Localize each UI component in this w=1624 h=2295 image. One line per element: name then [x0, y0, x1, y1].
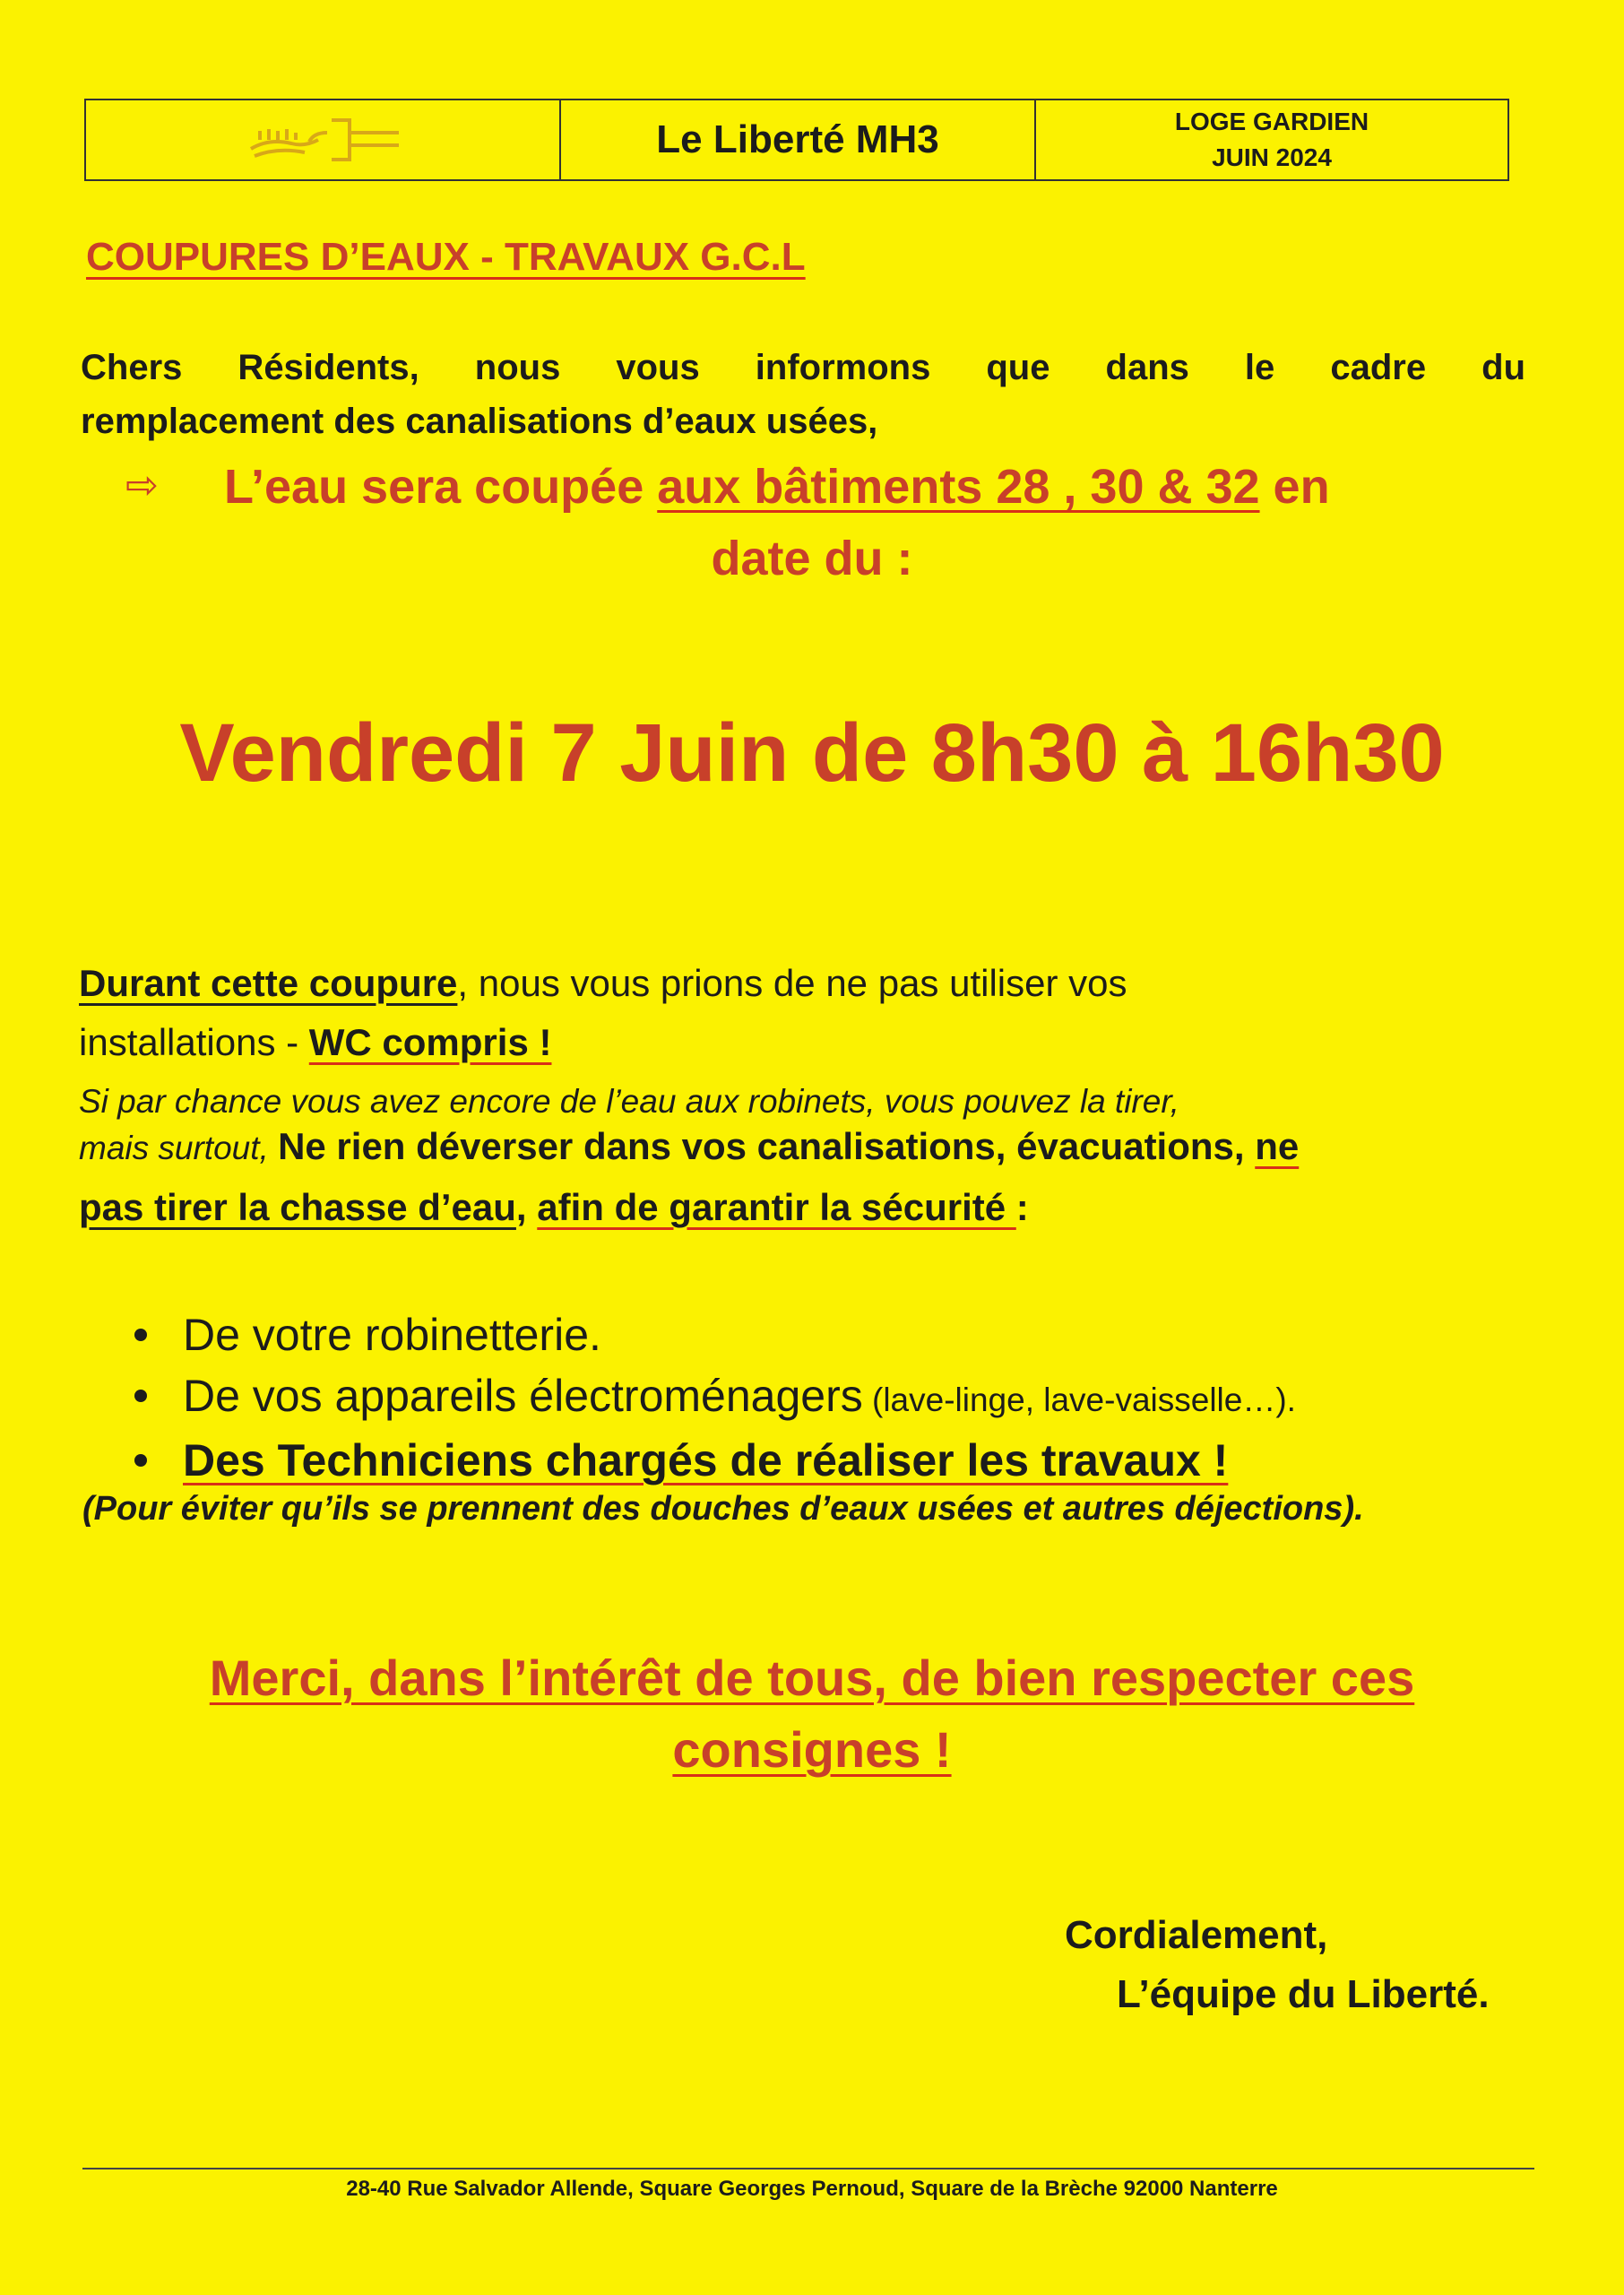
- cut-date-time: Vendredi 7 Juin de 8h30 à 16h30: [179, 707, 1445, 799]
- list-item-text: Des Techniciens chargés de réaliser les travaux !: [183, 1435, 1229, 1485]
- list-item: [134, 1303, 601, 1366]
- residence-name: Le Liberté MH3: [561, 100, 1036, 179]
- logo-cell: [86, 100, 561, 179]
- instruction-line-3: Si par chance vous avez encore de l’eau aux robinets, vous pouvez la tirer,: [79, 1083, 1179, 1120]
- intro-line-2: remplacement des canalisations d’eaux usées,: [81, 402, 878, 441]
- bullet-icon: [134, 1390, 147, 1402]
- right-arrow-icon: ⇨: [125, 463, 159, 507]
- instruction-text: installations -: [79, 1021, 309, 1063]
- instruction-text: mais surtout,: [79, 1130, 279, 1166]
- wc-included: WC compris !: [308, 1021, 552, 1063]
- bullet-note: (Pour éviter qu’ils se prennent des douches d’eaux usées et autres déjections).: [82, 1490, 1364, 1528]
- water-cut-text: L’eau sera coupée: [224, 460, 658, 514]
- list-item-text: De vos appareils électroménagers: [183, 1371, 863, 1421]
- instruction-text: :: [1015, 1186, 1029, 1228]
- instruction-text: , nous vous prions de ne pas utiliser vos: [457, 962, 1127, 1004]
- sign-off: Cordialement,: [1065, 1913, 1328, 1957]
- notice-heading: COUPURES D’EAUX - TRAVAUX G.C.L: [86, 235, 806, 279]
- residence-logo: [242, 113, 403, 167]
- do-not-dump: Ne rien déverser dans vos canalisations, évacuations,: [278, 1125, 1256, 1167]
- list-item: [134, 1429, 1228, 1492]
- office-label: LOGE GARDIEN: [1174, 108, 1369, 135]
- thanks-line-2: [0, 1714, 1624, 1786]
- intro-line-1: Chers Résidents, nous vous informons que dans le cadre du: [81, 348, 1525, 387]
- header-info: [1036, 100, 1507, 179]
- instruction-text: ,: [515, 1186, 538, 1228]
- list-item: [134, 1364, 1296, 1432]
- bullet-icon: [134, 1329, 147, 1341]
- do-not-flush-start: ne: [1255, 1125, 1300, 1167]
- instruction-line-5: [79, 1178, 1029, 1237]
- instruction-line-1: [79, 954, 1127, 1013]
- instruction-line-4: [79, 1117, 1299, 1178]
- thanks-line-1: [0, 1642, 1624, 1714]
- thanks-text: consignes !: [672, 1721, 952, 1778]
- thanks-text: Merci, dans l’intérêt de tous, de bien respecter ces: [209, 1650, 1415, 1706]
- water-cut-line: [224, 455, 1330, 518]
- signature: L’équipe du Liberté.: [1117, 1972, 1490, 2016]
- water-cut-date-label: date du :: [711, 532, 913, 585]
- notice-date: JUIN 2024: [1212, 143, 1332, 171]
- list-item-text: De votre robinetterie.: [183, 1310, 601, 1360]
- affected-buildings: aux bâtiments 28 , 30 & 32: [657, 460, 1260, 514]
- list-item-note: (lave-linge, lave-vaisselle…).: [862, 1381, 1296, 1418]
- do-not-flush: pas tirer la chasse d’eau: [79, 1186, 516, 1228]
- header-box: [84, 99, 1509, 181]
- during-cut-label: Durant cette coupure: [79, 962, 458, 1004]
- safety-guarantee: afin de garantir la sécurité: [537, 1186, 1016, 1228]
- footer-address: 28-40 Rue Salvador Allende, Square Georges Pernoud, Square de la Brèche 92000 Nanterre: [346, 2177, 1278, 2201]
- footer-divider: [82, 2168, 1534, 2169]
- bullet-icon: [134, 1454, 147, 1467]
- water-cut-suffix: en: [1259, 460, 1330, 514]
- instruction-line-2: [79, 1013, 551, 1072]
